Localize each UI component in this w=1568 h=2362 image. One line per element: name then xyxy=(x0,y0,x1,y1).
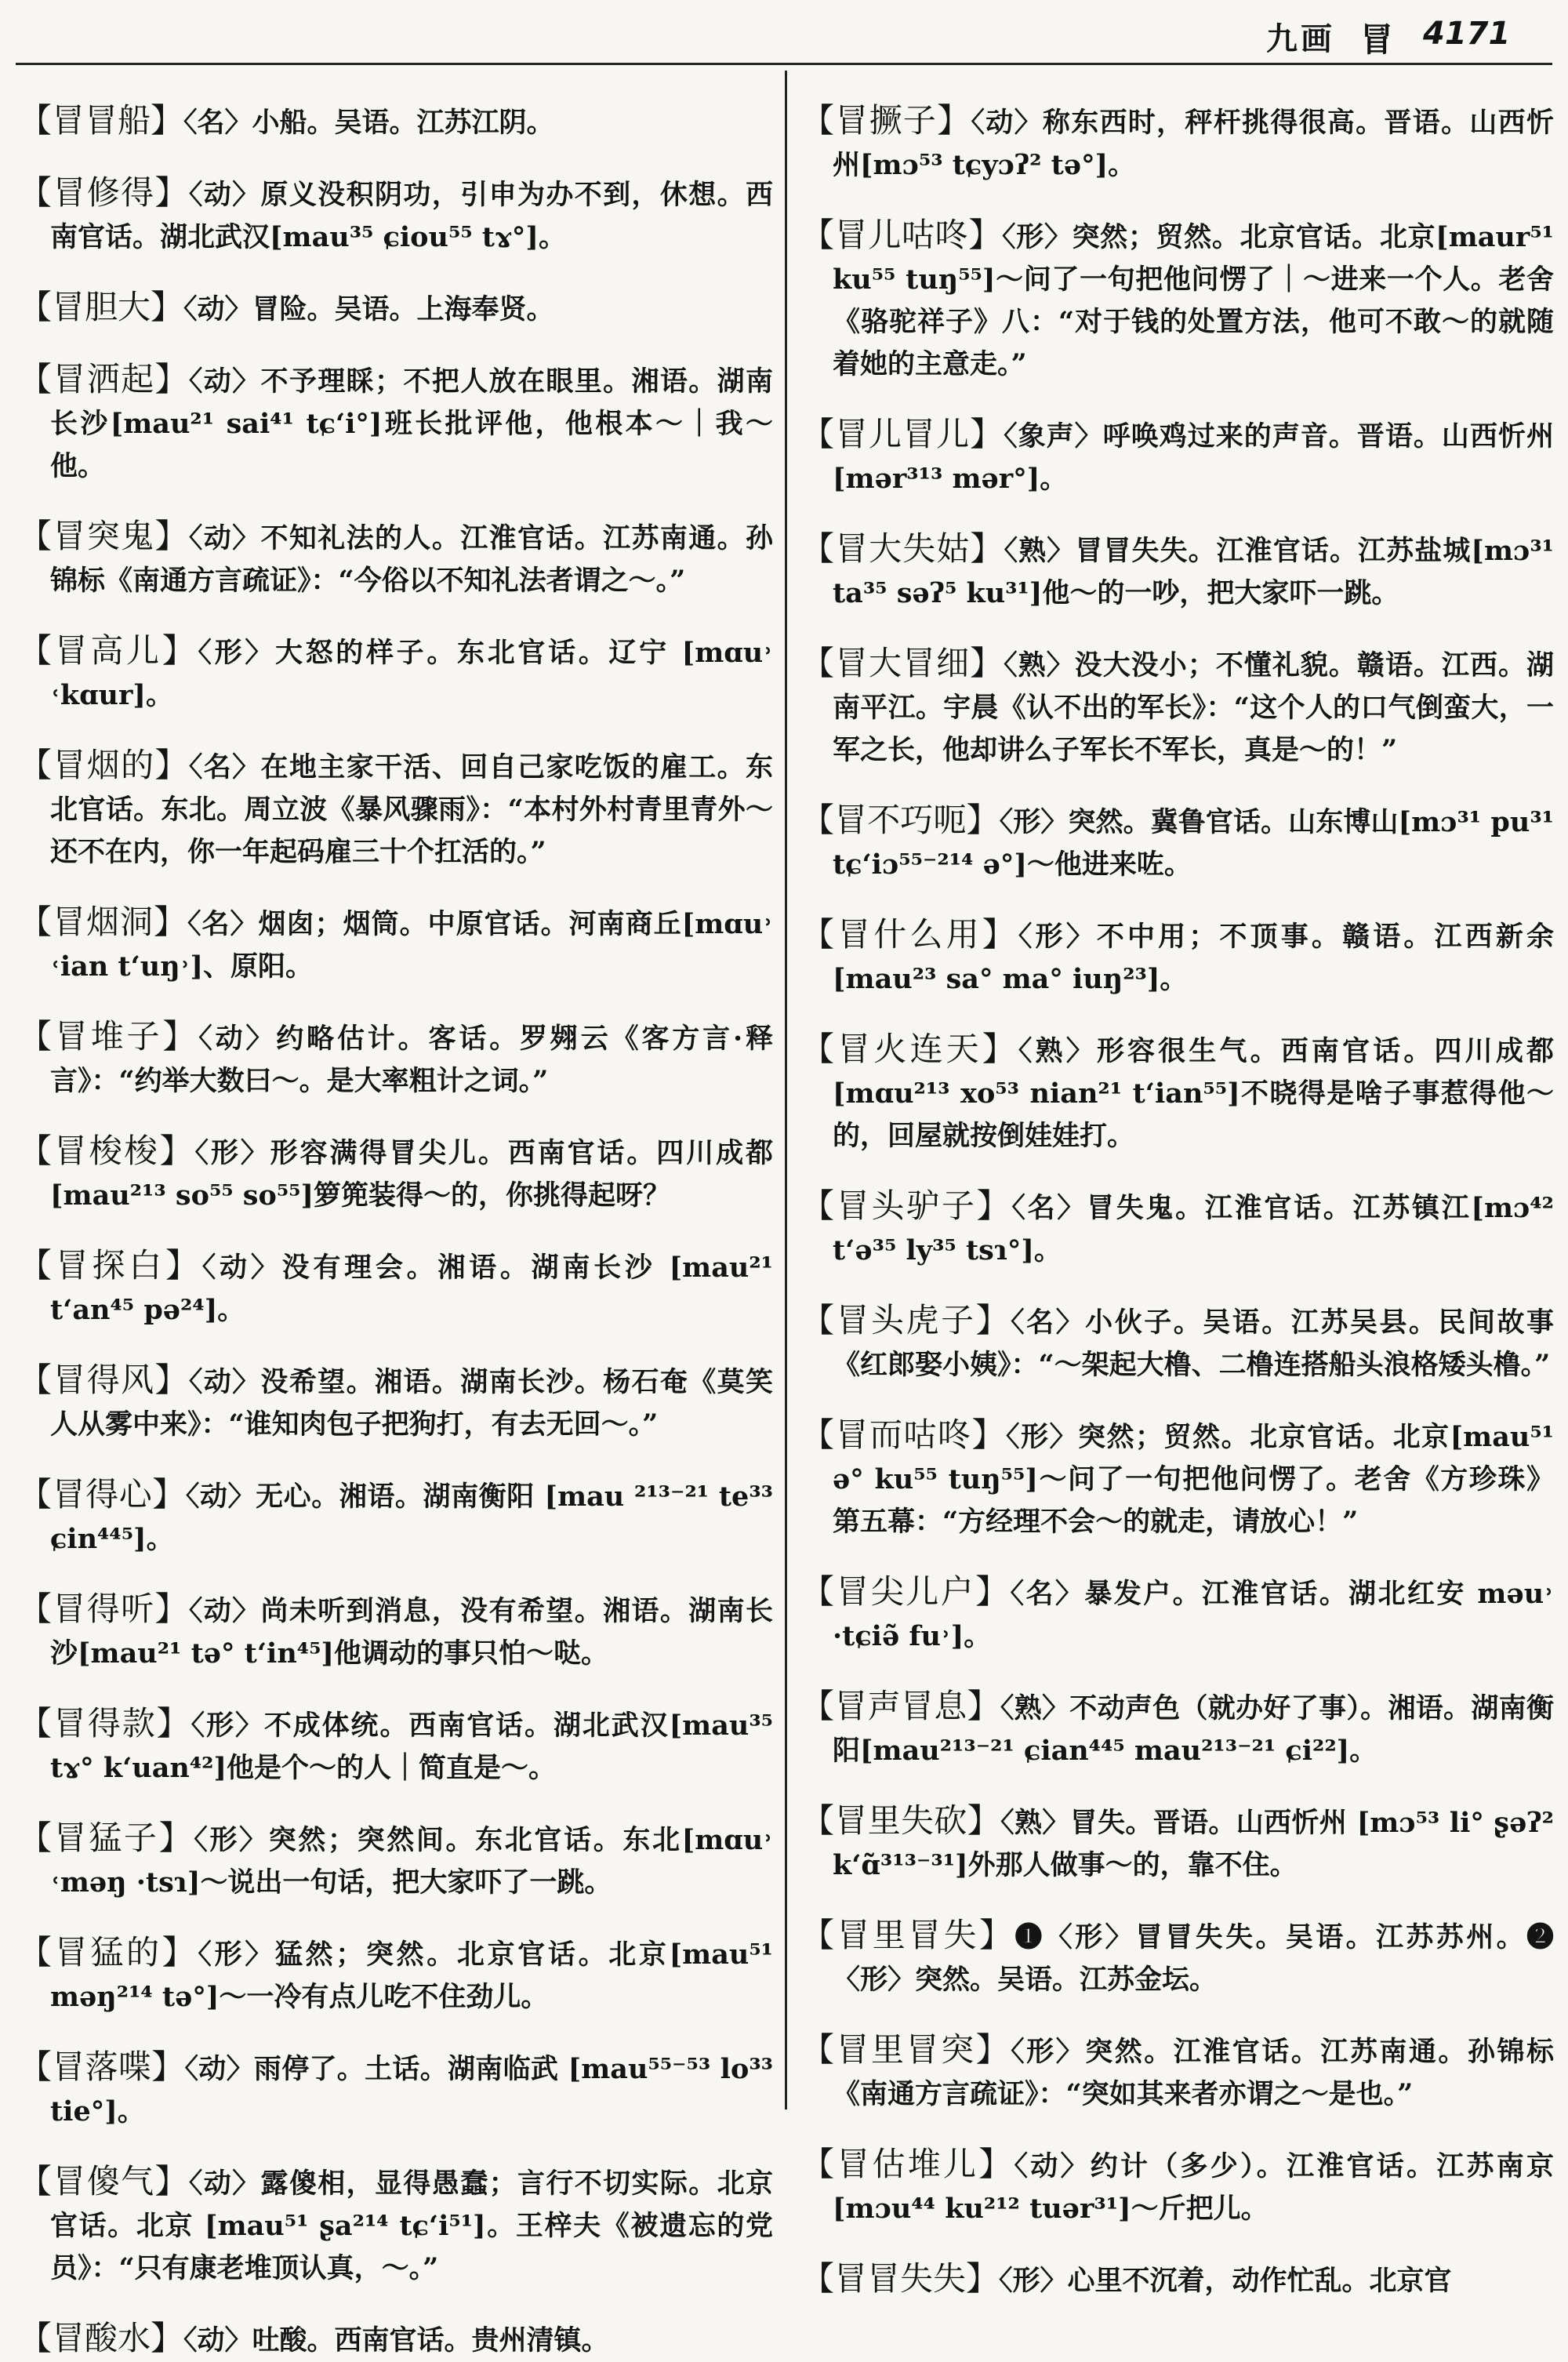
entry-headword: 【冒得风】 xyxy=(19,1361,189,1399)
entry-headword: 【冒头驴子】 xyxy=(801,1186,1012,1225)
entry-headword: 【冒胆大】 xyxy=(19,288,184,326)
header-character: 冒 xyxy=(1360,20,1394,59)
dictionary-entry xyxy=(801,914,1554,1001)
entry-headword: 【冒大冒细】 xyxy=(801,644,1004,682)
entry-definition: 〈熟〉冒冒失失。江淮官话。江苏盐城[mɔ³¹ ta³⁵ səʔ⁵ ku³¹]他～的一吵，把大家吓一跳。 xyxy=(833,535,1554,609)
dictionary-entry xyxy=(19,1016,773,1103)
entry-definition: 〈形〉猛然；突然。北京官话。北京[mau⁵¹ məŋ²¹⁴ tə°]～一冷有点儿吃不住劲儿。 xyxy=(50,1939,773,2013)
dictionary-entry xyxy=(19,630,773,717)
entry-definition: 〈形〉心里不沉着，动作忙乱。北京官 xyxy=(999,2265,1452,2297)
header-rule xyxy=(16,63,1552,65)
dictionary-entry xyxy=(801,1914,1554,2001)
entry-definition: 〈形〉形容满得冒尖儿。西南官话。四川成都[mau²¹³ so⁵⁵ so⁵⁵]箩篼装得～的，你挑得起呀？ xyxy=(50,1137,773,1212)
dictionary-entry xyxy=(801,528,1554,615)
dictionary-entry xyxy=(801,1299,1554,1386)
entry-headword: 【冒头虎子】 xyxy=(801,1301,1011,1339)
dictionary-entry xyxy=(19,1245,773,1332)
dictionary-entry xyxy=(19,2317,773,2362)
dictionary-entry xyxy=(801,1028,1554,1157)
dictionary-entry xyxy=(19,901,773,988)
entry-definition: 〈形〉突然。江淮官话。江苏南通。孙锦标《南通方言疏证》：“突如其来者亦谓之～是也。” xyxy=(833,2036,1554,2110)
entry-headword: 【冒冒船】 xyxy=(19,101,184,140)
entry-definition: ❶〈形〉冒冒失失。吴语。江苏苏州。❷〈形〉突然。吴语。江苏金坛。 xyxy=(833,1921,1554,1996)
entry-definition: 〈形〉突然；贸然。北京官话。北京[maur⁵¹ ku⁵⁵ tuŋ⁵⁵]～问了一句把他问愣了｜～进来一个人。老舍《骆驼祥子》八：“对于钱的处置方法，他可不敢～的就随着她的主意走。” xyxy=(833,221,1554,380)
entry-definition: 〈动〉露傻相，显得愚蠢；言行不切实际。北京官话。北京 [mau⁵¹ ʂa²¹⁴ tɕʻi⁵¹]。王梓夫《被遗忘的党员》：“只有康老堆顶认真，～。” xyxy=(50,2168,773,2284)
entry-definition: 〈熟〉不动声色（就办好了事）。湘语。湖南衡阳[mau²¹³⁻²¹ ɕian⁴⁴⁵ mau²¹³⁻²¹ ɕi²²]。 xyxy=(833,1692,1554,1767)
dictionary-entry xyxy=(19,2160,773,2290)
entry-definition: 〈名〉在地主家干活、回自己家吃饭的雇工。东北官话。东北。周立波《暴风骤雨》：“本村外村青里青外～还不在内，你一年起码雇三十个扛活的。” xyxy=(50,751,773,868)
entry-headword: 【冒烟洞】 xyxy=(19,903,188,941)
entry-definition: 〈形〉不中用；不顶事。赣语。江西新余[mau²³ sa° ma° iuŋ²³]。 xyxy=(833,921,1554,995)
entry-definition: 〈象声〉呼唤鸡过来的声音。晋语。山西忻州[mər³¹³ mər°]。 xyxy=(833,420,1554,495)
entry-definition: 〈名〉烟囱；烟筒。中原官话。河南商丘[mɑu˒ ˓ian tʻuŋ˒]、原阳。 xyxy=(50,908,773,983)
entry-headword: 【冒儿咕咚】 xyxy=(801,216,1002,254)
entry-headword: 【冒火连天】 xyxy=(801,1030,1018,1068)
dictionary-entry xyxy=(19,1130,773,1217)
entry-headword: 【冒洒起】 xyxy=(19,360,189,398)
dictionary-entry xyxy=(19,1588,773,1675)
entry-headword: 【冒落喋】 xyxy=(19,2048,185,2086)
entry-headword: 【冒高儿】 xyxy=(19,631,198,670)
entry-definition: 〈动〉原义没积阴功，引申为办不到，休想。西南官话。湖北武汉[mau³⁵ ɕiou⁵⁵ tɤ°]。 xyxy=(50,179,773,253)
entry-definition: 〈名〉冒失鬼。江淮官话。江苏镇江[mɔ⁴² tʻə³⁵ ly³⁵ tsɿ°]。 xyxy=(833,1192,1554,1266)
dictionary-entry xyxy=(801,1185,1554,1272)
entry-definition: 〈名〉暴发户。江淮官话。湖北红安 məu˒ ·tɕiə̃ fu˒]。 xyxy=(833,1578,1554,1652)
entry-headword: 【冒儿冒儿】 xyxy=(801,415,1004,453)
dictionary-entry xyxy=(801,1800,1554,1887)
dictionary-entry xyxy=(801,2029,1554,2116)
entry-definition: 〈熟〉没大没小；不懂礼貌。赣语。江西。湖南平江。宇晨《认不出的军长》：“这个人的口气倒蛮大，一军之长，他却讲么子军长不军长，真是～的！” xyxy=(833,649,1554,766)
dictionary-entry xyxy=(19,2046,773,2133)
entry-headword: 【冒声冒息】 xyxy=(801,1687,1000,1725)
entry-headword: 【冒估堆儿】 xyxy=(801,2145,1014,2183)
entry-headword: 【冒得心】 xyxy=(19,1475,186,1513)
entry-headword: 【冒大失姑】 xyxy=(801,529,1004,568)
entry-headword: 【冒梭梭】 xyxy=(19,1132,195,1170)
entry-definition: 〈动〉吐酸。西南官话。贵州清镇。 xyxy=(183,2324,609,2357)
entry-headword: 【冒撅子】 xyxy=(801,101,971,140)
entry-definition: 〈形〉突然；贸然。北京官话。北京[mau⁵¹ ə° ku⁵⁵ tuŋ⁵⁵]～问了一句把他问愣了。老舍《方珍珠》第五幕：“方经理不会～的就走，请放心！” xyxy=(833,1421,1554,1538)
entry-definition: 〈动〉约计（多少）。江淮官话。江苏南京[mɔu⁴⁴ ku²¹² tuər³¹]～斤把儿。 xyxy=(833,2150,1554,2225)
entry-headword: 【冒修得】 xyxy=(19,173,189,212)
dictionary-entry xyxy=(801,214,1554,386)
dictionary-entry xyxy=(19,100,773,144)
dictionary-entry xyxy=(19,1474,773,1561)
right-column xyxy=(801,72,1554,2298)
entry-headword: 【冒猛的】 xyxy=(19,1933,198,1971)
entry-definition: 〈动〉冒险。吴语。上海奉贤。 xyxy=(183,293,554,325)
header-stroke-category: 九画 xyxy=(1266,20,1335,57)
entry-definition: 〈名〉小船。吴语。江苏江阴。 xyxy=(183,107,554,139)
header-page-number: 4171 xyxy=(1423,16,1511,52)
entry-headword: 【冒不巧呃】 xyxy=(801,801,1000,839)
entry-headword: 【冒探白】 xyxy=(19,1246,202,1285)
dictionary-entry xyxy=(801,799,1554,886)
dictionary-entry xyxy=(19,1359,773,1446)
entry-headword: 【冒里冒突】 xyxy=(801,2030,1011,2069)
dictionary-entry xyxy=(19,1702,773,1790)
dictionary-entry xyxy=(801,100,1554,187)
column-divider xyxy=(785,71,787,2109)
entry-definition: 〈动〉不知礼法的人。江淮官话。江苏南通。孙锦标《南通方言疏证》：“今俗以不知礼法者谓之～。” xyxy=(50,522,773,597)
entry-headword: 【冒冒失失】 xyxy=(801,2259,1000,2298)
entry-definition: 〈形〉突然；突然间。东北官话。东北[mɑu˒ ˓məŋ ·tsɿ]～说出一句话，把大家吓了一跳。 xyxy=(50,1824,773,1899)
dictionary-entry xyxy=(801,642,1554,772)
entry-definition: 〈形〉突然。冀鲁官话。山东博山[mɔ³¹ pu³¹ tɕʻiɔ⁵⁵⁻²¹⁴ ə°]～他进来咗。 xyxy=(833,806,1554,881)
dictionary-entry xyxy=(19,172,773,259)
entry-headword: 【冒得听】 xyxy=(19,1590,189,1628)
entry-definition: 〈动〉无心。湘语。湖南衡阳 [mau ²¹³⁻²¹ te³³ ɕin⁴⁴⁵]。 xyxy=(50,1481,773,1555)
left-column xyxy=(19,72,773,2357)
entry-definition: 〈形〉不成体统。西南官话。湖北武汉[mau³⁵ tɤ° kʻuan⁴²]他是个～的人｜简直是～。 xyxy=(50,1710,773,1784)
entry-headword: 【冒傻气】 xyxy=(19,2162,189,2200)
entry-definition: 〈动〉称东西时，秤杆挑得很高。晋语。山西忻州[mɔ⁵³ tɕyɔʔ² tə°]。 xyxy=(833,107,1554,181)
entry-headword: 【冒烟的】 xyxy=(19,746,189,784)
entry-headword: 【冒而咕咚】 xyxy=(801,1415,1007,1454)
entry-definition: 〈熟〉冒失。晋语。山西忻州 [mɔ⁵³ li° ʂəʔ² kʻɑ̃³¹³⁻³¹]外那人做事～的，靠不住。 xyxy=(833,1807,1554,1881)
entry-headword: 【冒尖儿户】 xyxy=(801,1572,1011,1611)
entry-headword: 【冒酸水】 xyxy=(19,2319,184,2357)
dictionary-entry xyxy=(19,1817,773,1904)
dictionary-entry xyxy=(19,1931,773,2019)
dictionary-entry xyxy=(801,1571,1554,1658)
dictionary-entry xyxy=(19,358,773,488)
page-header xyxy=(0,0,1568,63)
dictionary-entry xyxy=(19,515,773,602)
entry-headword: 【冒什么用】 xyxy=(801,915,1018,954)
entry-definition: 〈动〉不予理睬；不把人放在眼里。湘语。湖南长沙[mau²¹ sai⁴¹ tɕʻi°]班长批评他，他根本～｜我～他。 xyxy=(50,365,773,482)
entry-headword: 【冒猛子】 xyxy=(19,1819,194,1857)
entry-definition: 〈动〉没希望。湘语。湖南长沙。杨石奄《莫笑人从雾中来》：“谁知肉包子把狗打，有去无回～。” xyxy=(50,1366,773,1441)
entry-definition: 〈熟〉形容很生气。西南官话。四川成都[mɑu²¹³ xo⁵³ nian²¹ tʻian⁵⁵]不晓得是啥子事惹得他～的，回屋就按倒娃娃打。 xyxy=(833,1035,1554,1152)
dictionary-entry xyxy=(801,413,1554,500)
entry-headword: 【冒突鬼】 xyxy=(19,517,189,555)
entry-definition: 〈名〉小伙子。吴语。江苏吴县。民间故事《红郎娶小姨》：“～架起大橹、二橹连搭船头浪格矮头橹。” xyxy=(833,1306,1554,1381)
entry-headword: 【冒堆子】 xyxy=(19,1017,199,1056)
dictionary-entry xyxy=(801,1685,1554,1772)
entry-definition: 〈动〉雨停了。土话。湖南临武 [mau⁵⁵⁻⁵³ lo³³ tie°]。 xyxy=(50,2053,773,2128)
dictionary-entry xyxy=(801,1414,1554,1543)
dictionary-entry xyxy=(801,2143,1554,2230)
dictionary-entry xyxy=(19,286,773,331)
dictionary-entry xyxy=(19,744,773,874)
entry-headword: 【冒里失砍】 xyxy=(801,1801,1001,1840)
entry-headword: 【冒里冒失】 xyxy=(801,1916,1015,1954)
entry-definition: 〈动〉没有理会。湘语。湖南长沙 [mau²¹ tʻan⁴⁵ pə²⁴]。 xyxy=(50,1252,773,1326)
entry-definition: 〈动〉尚未听到消息，没有希望。湘语。湖南长沙[mau²¹ tə° tʻin⁴⁵]他调动的事只怕～哒。 xyxy=(50,1595,773,1670)
entry-definition: 〈动〉约略估计。客话。罗翙云《客方言·释言》：“约举大数曰～。是大率粗计之词。” xyxy=(50,1023,773,1097)
entry-headword: 【冒得款】 xyxy=(19,1704,191,1742)
dictionary-entry xyxy=(801,2258,1554,2302)
entry-definition: 〈形〉大怒的样子。东北官话。辽宁 [mɑu˒ ˓kɑur]。 xyxy=(50,637,773,711)
